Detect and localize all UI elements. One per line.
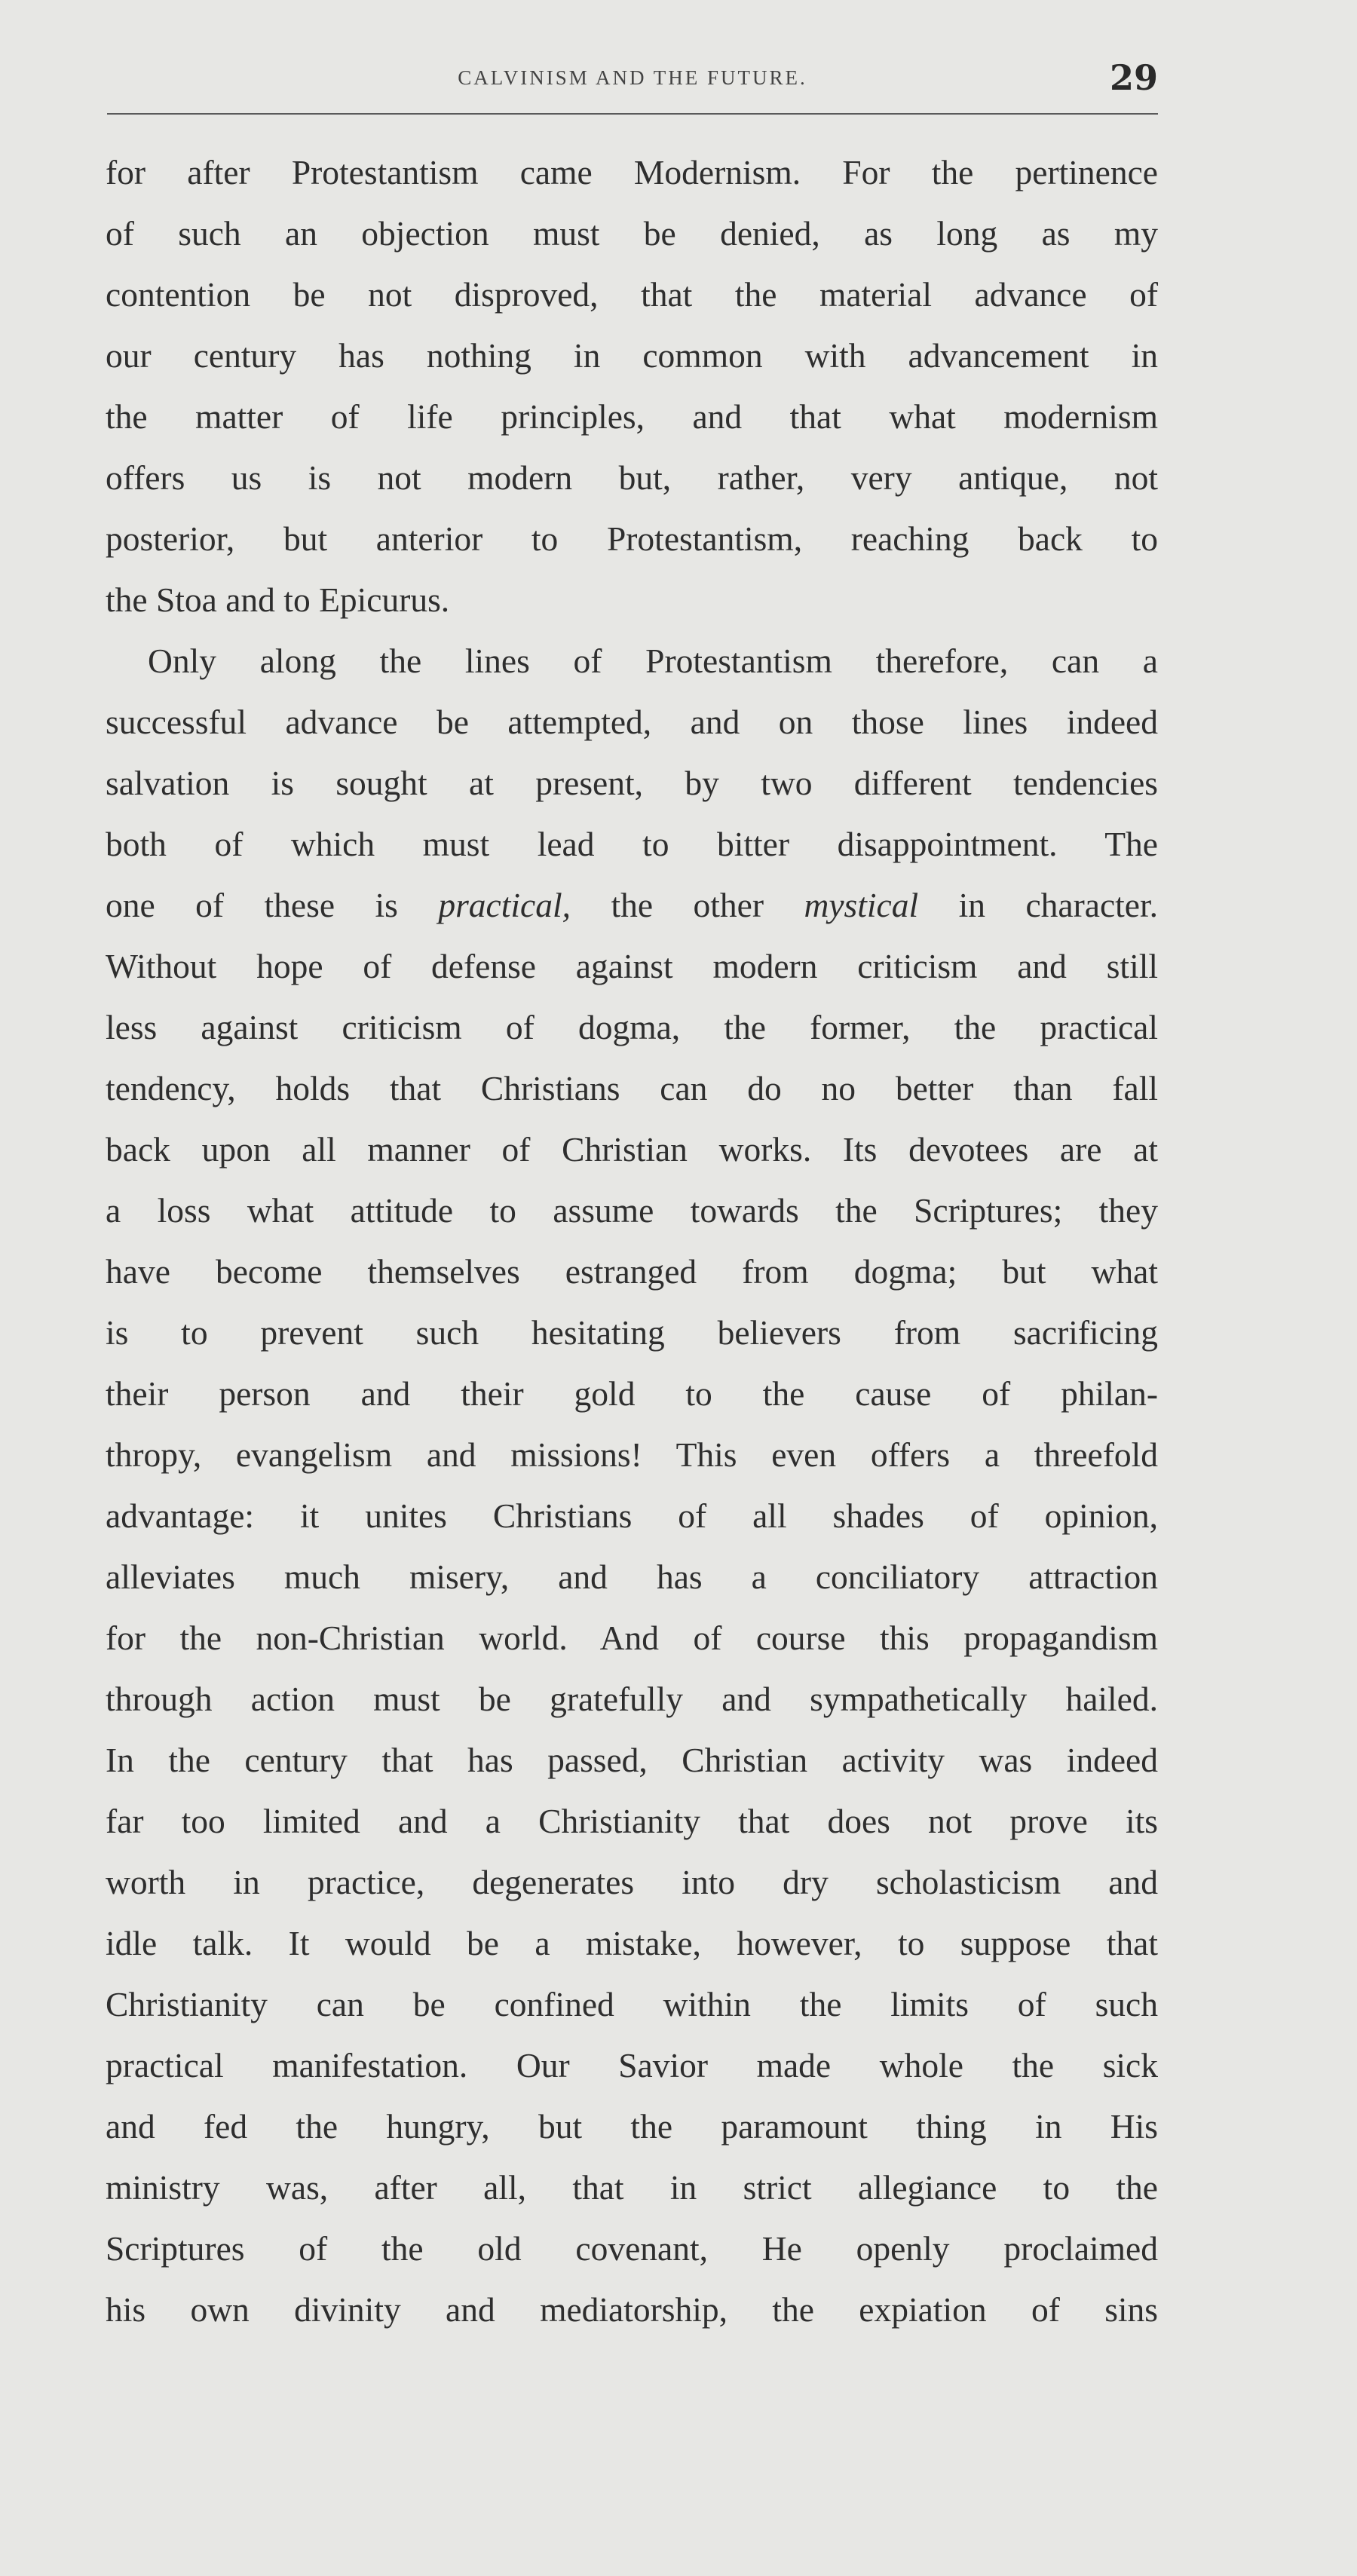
text-line: successful advance be attempted, and on those lines indeed [106, 703, 1158, 741]
text-line: contention be not disproved, that the material advance of [106, 275, 1158, 314]
text-line: posterior, but anterior to Protestantism, reaching back to [106, 519, 1158, 558]
text-line: our century has nothing in common with advancement in [106, 336, 1158, 375]
text-line-with-italics [106, 874, 1158, 936]
text-line: Scriptures of the old covenant, He openly proclaimed [106, 2229, 1158, 2268]
text-line: alleviates much misery, and has a conciliatory attraction [106, 1558, 1158, 1596]
italic-word-practical: practical, [438, 886, 571, 924]
running-title: CALVINISM AND THE FUTURE. [458, 66, 807, 89]
text-line: offers us is not modern but, rather, very antique, not [106, 458, 1158, 497]
paragraph-start-line: Only along the lines of Protestantism therefore, can a [148, 642, 1158, 680]
header-rule [107, 113, 1158, 115]
text-line: his own divinity and mediatorship, the expiation of sins [106, 2290, 1158, 2329]
text-line: a loss what attitude to assume towards the Scriptures; they [106, 1191, 1158, 1230]
text-line: back upon all manner of Christian works. Its devotees are at [106, 1130, 1158, 1169]
text-line: less against criticism of dogma, the former, the practical [106, 1008, 1158, 1046]
text-line: Christianity can be confined within the limits of such [106, 1985, 1158, 2023]
text-line: of such an objection must be denied, as long as my [106, 214, 1158, 253]
text-segment: the other [570, 886, 804, 924]
body-text [106, 142, 1158, 2340]
text-line: through action must be gratefully and sympathetically hailed. [106, 1680, 1158, 1718]
text-line: and fed the hungry, but the paramount thing in His [106, 2107, 1158, 2146]
text-segment: in character. [918, 886, 1158, 924]
text-line: idle talk. It would be a mistake, however, to suppose that [106, 1924, 1158, 1962]
text-line: tendency, holds that Christians can do no better than fall [106, 1069, 1158, 1107]
text-line: is to prevent such hesitating believers from sacrificing [106, 1313, 1158, 1352]
text-line: far too limited and a Christianity that does not prove its [106, 1802, 1158, 1840]
text-line: worth in practice, degenerates into dry scholasticism and [106, 1863, 1158, 1901]
text-line: Without hope of defense against modern criticism and still [106, 947, 1158, 985]
page-header [107, 57, 1158, 122]
text-line: thropy, evangelism and missions! This even offers a threefold [106, 1435, 1158, 1474]
text-line: practical manifestation. Our Savior made whole the sick [106, 2046, 1158, 2084]
text-line: the Stoa and to Epicurus. [106, 580, 450, 619]
text-line: their person and their gold to the cause of philan- [106, 1374, 1158, 1413]
page-number: 29 [1109, 57, 1158, 98]
italic-word-mystical: mystical [804, 886, 919, 924]
text-line: ministry was, after all, that in strict allegiance to the [106, 2168, 1158, 2207]
text-line: the matter of life principles, and that what modernism [106, 397, 1158, 436]
text-line: In the century that has passed, Christian activity was indeed [106, 1741, 1158, 1779]
text-line: for the non-Christian world. And of course this propagandism [106, 1619, 1158, 1657]
text-line: advantage: it unites Christians of all shades of opinion, [106, 1496, 1158, 1535]
text-line: for after Protestantism came Modernism. For the pertinence [106, 153, 1158, 191]
text-line: both of which must lead to bitter disappointment. The [106, 825, 1158, 863]
text-line: have become themselves estranged from dogma; but what [106, 1252, 1158, 1291]
text-line: salvation is sought at present, by two different tendencies [106, 764, 1158, 802]
text-segment: one of these is [106, 886, 439, 924]
